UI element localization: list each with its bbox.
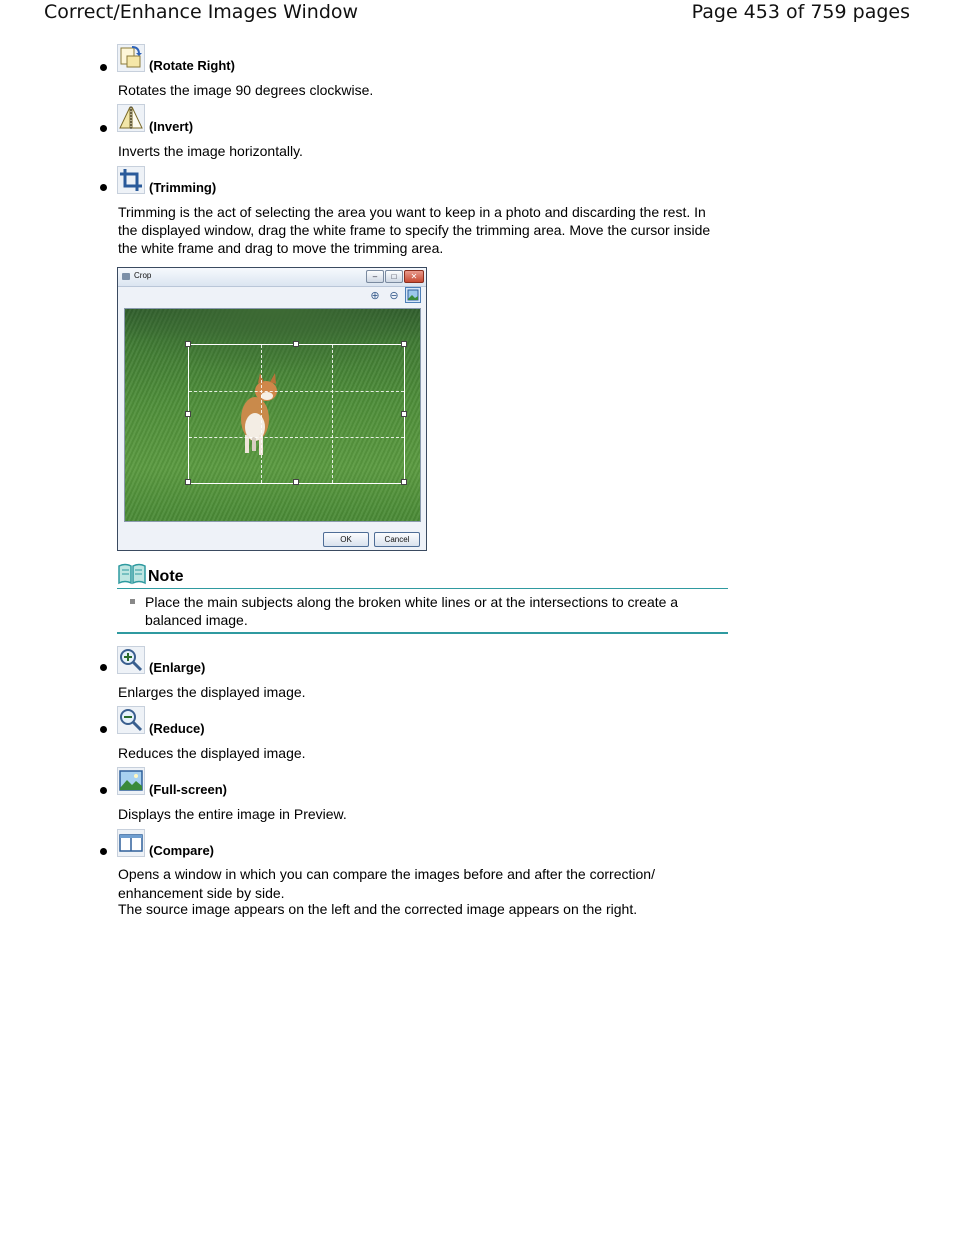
item-title: (Invert) bbox=[149, 119, 194, 134]
resize-handle[interactable] bbox=[185, 411, 191, 417]
note-divider-bottom bbox=[117, 632, 728, 634]
resize-handle[interactable] bbox=[401, 341, 407, 347]
item-description-2: The source image appears on the left and the corrected image appears on the right. bbox=[118, 901, 638, 917]
note-divider-top bbox=[117, 588, 728, 589]
item-compare bbox=[100, 829, 730, 929]
resize-handle[interactable] bbox=[185, 479, 191, 485]
bullet bbox=[100, 125, 107, 132]
guide-line-vertical bbox=[332, 345, 333, 483]
item-title: (Reduce) bbox=[149, 721, 205, 736]
page-number: Page 453 of 759 pages bbox=[691, 1, 910, 23]
dialog-title-bar bbox=[118, 268, 426, 287]
bullet bbox=[100, 848, 107, 855]
crop-preview-image[interactable] bbox=[124, 308, 421, 522]
item-description: Inverts the image horizontally. bbox=[118, 143, 303, 159]
enlarge-icon bbox=[117, 646, 145, 674]
full-screen-icon bbox=[117, 767, 145, 795]
bullet bbox=[100, 664, 107, 671]
note-text: Place the main subjects along the broken white lines or at the intersections to create a balanced image. bbox=[145, 594, 679, 628]
reduce-icon bbox=[117, 706, 145, 734]
bullet bbox=[100, 787, 107, 794]
cancel-button[interactable]: Cancel bbox=[374, 532, 420, 547]
resize-handle[interactable] bbox=[293, 479, 299, 485]
item-full-screen bbox=[100, 767, 730, 827]
trimming-icon bbox=[117, 166, 145, 194]
zoom-out-icon[interactable]: ⊖ bbox=[389, 290, 399, 302]
compare-icon bbox=[117, 829, 145, 857]
item-description: Reduces the displayed image. bbox=[118, 745, 306, 761]
maximize-button[interactable]: □ bbox=[385, 270, 403, 283]
trimming-frame[interactable] bbox=[188, 344, 405, 484]
bullet bbox=[100, 184, 107, 191]
guide-line-horizontal bbox=[189, 437, 404, 438]
resize-handle[interactable] bbox=[401, 479, 407, 485]
item-title: (Enlarge) bbox=[149, 660, 206, 675]
rotate-right-icon bbox=[117, 44, 145, 72]
item-enlarge bbox=[100, 646, 730, 706]
item-description: Opens a window in which you can compare the images before and after the correction/ enhancement side by side. bbox=[118, 866, 655, 901]
guide-line-horizontal bbox=[189, 391, 404, 392]
guide-line-vertical bbox=[261, 345, 262, 483]
minimize-button[interactable]: – bbox=[366, 270, 384, 283]
item-title: (Full-screen) bbox=[149, 782, 228, 797]
resize-handle[interactable] bbox=[401, 411, 407, 417]
ok-button[interactable]: OK bbox=[323, 532, 369, 547]
page-header-title: Correct/Enhance Images Window bbox=[44, 1, 359, 23]
note-label: Note bbox=[148, 568, 184, 585]
zoom-in-icon[interactable]: ⊕ bbox=[370, 290, 380, 302]
close-button[interactable]: ✕ bbox=[404, 270, 424, 283]
full-screen-toolbar-button[interactable] bbox=[405, 287, 421, 303]
item-reduce bbox=[100, 706, 730, 766]
item-description: Trimming is the act of selecting the area you want to keep in a photo and discarding the rest. In the displayed window, drag the white frame to specify the trimming area. Move the cursor inside the white frame and drag to move the trimming area. bbox=[118, 204, 711, 256]
resize-handle[interactable] bbox=[185, 341, 191, 347]
item-title: (Trimming) bbox=[149, 180, 217, 195]
item-rotate-right bbox=[100, 44, 730, 104]
item-description: Enlarges the displayed image. bbox=[118, 684, 306, 700]
item-title: (Rotate Right) bbox=[149, 58, 235, 73]
full-screen-icon bbox=[406, 288, 420, 302]
item-description: Displays the entire image in Preview. bbox=[118, 806, 347, 822]
item-invert bbox=[100, 104, 730, 164]
note-bullet bbox=[130, 599, 135, 604]
app-icon bbox=[122, 273, 130, 280]
bullet bbox=[100, 726, 107, 733]
item-title: (Compare) bbox=[149, 843, 215, 858]
invert-icon bbox=[117, 104, 145, 132]
note-book-icon bbox=[118, 563, 146, 585]
bullet bbox=[100, 64, 107, 71]
resize-handle[interactable] bbox=[293, 341, 299, 347]
item-trimming bbox=[100, 166, 730, 261]
dialog-title: Crop bbox=[134, 271, 152, 280]
crop-dialog bbox=[117, 267, 427, 551]
item-description: Rotates the image 90 degrees clockwise. bbox=[118, 82, 374, 98]
